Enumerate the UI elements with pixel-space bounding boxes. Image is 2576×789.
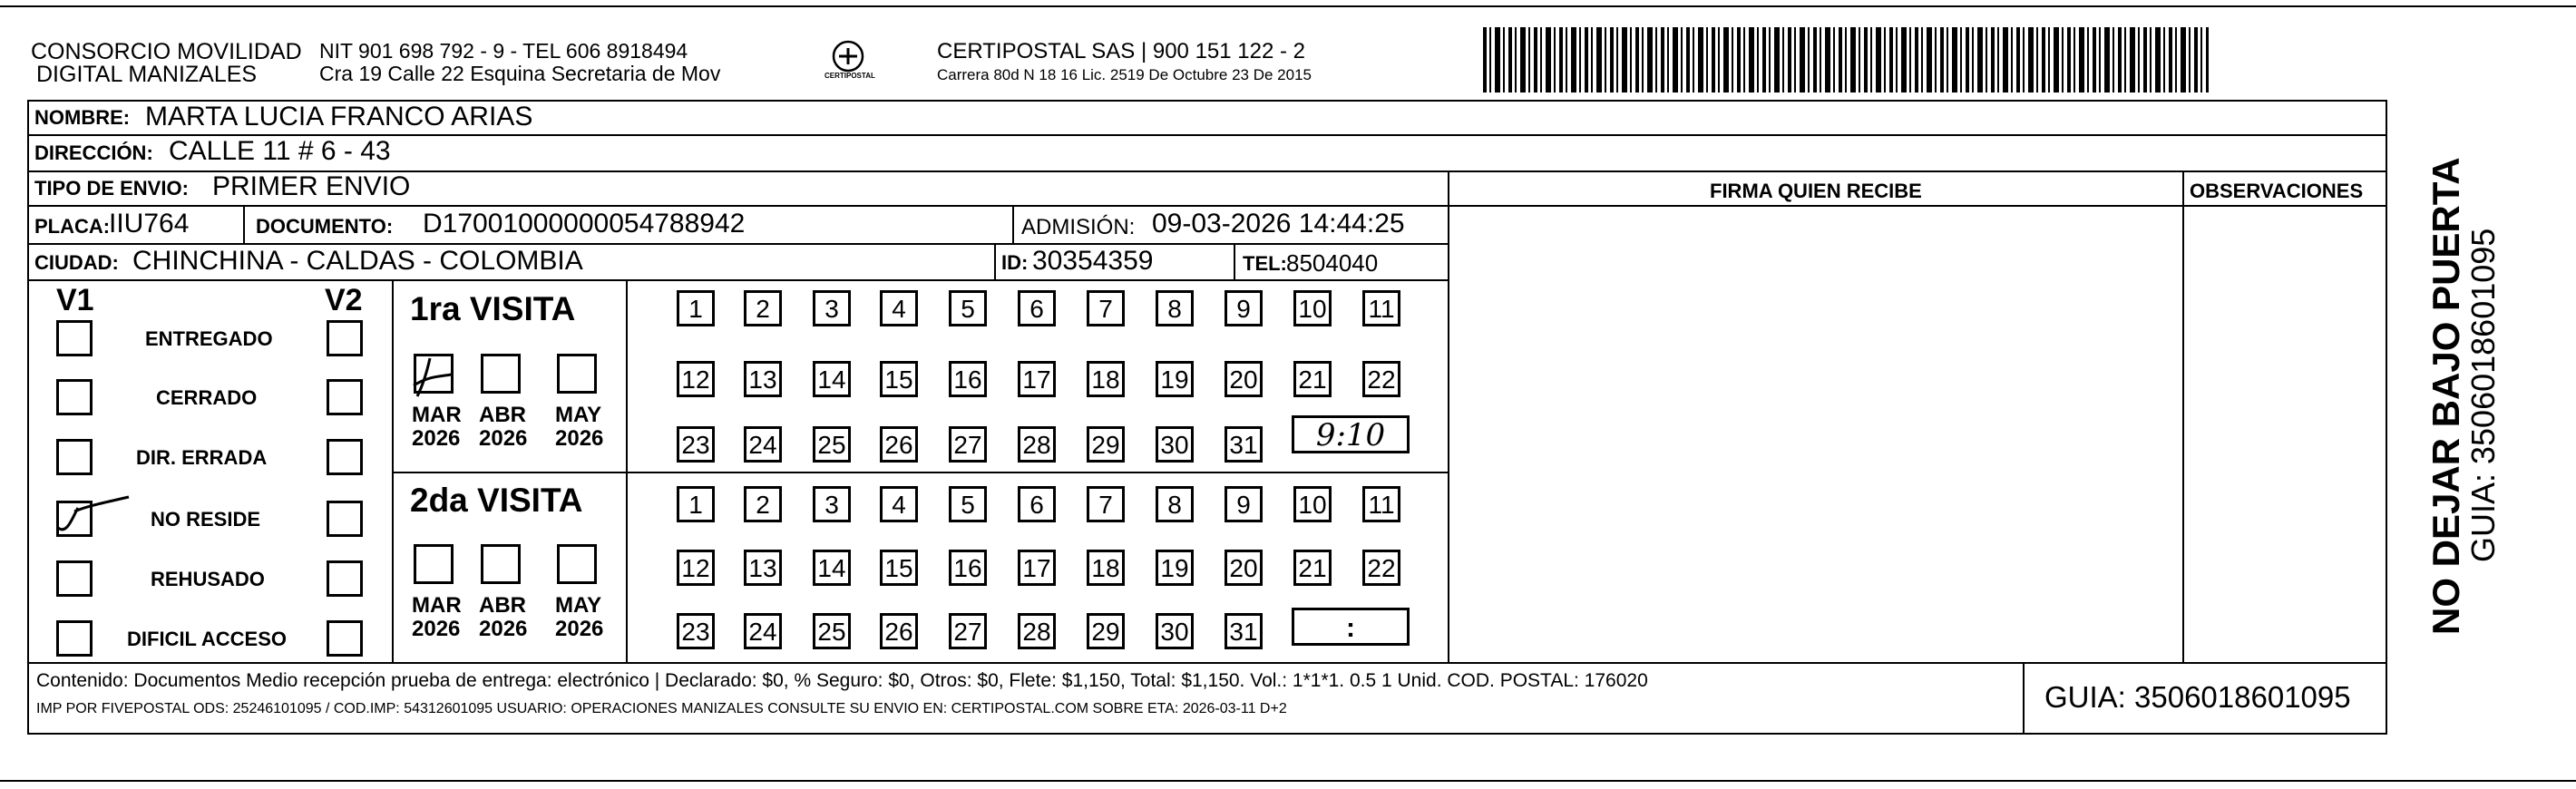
- signature-left-border: [1448, 170, 1449, 662]
- firma-header: FIRMA QUIEN RECIBE: [1710, 180, 1922, 202]
- direccion-label: DIRECCIÓN:: [34, 141, 153, 164]
- no-dejar-bajo-puerta: NO DEJAR BAJO PUERTA: [2425, 157, 2467, 635]
- second-visit-day-6[interactable]: 6: [1018, 486, 1056, 522]
- documento-label: DOCUMENTO:: [256, 215, 394, 238]
- admision-label: ADMISIÓN:: [1021, 215, 1136, 239]
- company-name-line2: DIGITAL MANIZALES: [36, 62, 258, 87]
- second-visit-day-22[interactable]: 22: [1362, 550, 1400, 586]
- second-visit-month-checkbox-mar[interactable]: [414, 544, 454, 584]
- footer-print-info-line: IMP POR FIVEPOSTAL ODS: 25246101095 / COD.IMP: 54312601095 USUARIO: OPERACIONES MANIZALES CONSULTE SU ENVIO EN: CERTIPOSTAL.COM SOBRE ETA: 2026-03-11 D+2: [36, 701, 1287, 716]
- no-reside-checkmark: [51, 490, 132, 544]
- observaciones-header: OBSERVACIONES: [2190, 180, 2364, 202]
- observaciones-left-border: [2182, 170, 2184, 662]
- nombre-value: MARTA LUCIA FRANCO ARIAS: [145, 102, 533, 132]
- first-visit-month-label-abr: ABR: [479, 403, 526, 427]
- first-visit-day-15[interactable]: 15: [880, 361, 918, 397]
- v1-checkbox-entregado[interactable]: [56, 320, 93, 356]
- first-visit-day-3[interactable]: 3: [813, 290, 851, 326]
- footer-content-line: Contenido: Documentos Medio recepción prueba de entrega: electrónico | Declarado: $0, % Seguro: $0, Otros: $0, Flete: $1,150, Total: $1,150. Vol.: 1*1*1. 0.5 1 Unid. COD. POSTAL: 176020: [36, 670, 1648, 691]
- first-visit-day-18[interactable]: 18: [1087, 361, 1125, 397]
- cell-divider-tel: [1234, 243, 1235, 279]
- bottom-edge-line: [0, 780, 2576, 782]
- cell-divider-id: [994, 243, 996, 279]
- certipostal-logo: [821, 38, 875, 89]
- first-visit-month-checkbox-may[interactable]: [557, 354, 597, 394]
- cell-divider-placa: [243, 205, 245, 243]
- second-visit-day-9[interactable]: 9: [1225, 486, 1263, 522]
- second-visit-year-label: 2026: [412, 617, 461, 641]
- second-visit-day-7[interactable]: 7: [1087, 486, 1125, 522]
- first-visit-month-label-mar: MAR: [412, 403, 462, 427]
- second-visit-month-label-abr: ABR: [479, 593, 526, 618]
- nit-line: NIT 901 698 792 - 9 - TEL 606 8918494: [319, 39, 688, 63]
- second-visit-time-box[interactable]: [1292, 608, 1410, 646]
- first-visit-day-16[interactable]: 16: [949, 361, 987, 397]
- second-visit-day-15[interactable]: 15: [880, 550, 918, 586]
- second-visit-time: :: [1346, 613, 1355, 643]
- first-visit-day-29[interactable]: 29: [1087, 426, 1125, 463]
- v2-checkbox-cerrado[interactable]: [327, 379, 363, 415]
- second-visit-day-24[interactable]: 24: [744, 613, 782, 649]
- top-edge-line: [0, 5, 2576, 7]
- tel-label: TEL:: [1243, 252, 1287, 275]
- carrier-line1: CERTIPOSTAL SAS | 900 151 122 - 2: [937, 39, 1305, 63]
- second-visit-day-4[interactable]: 4: [880, 486, 918, 522]
- second-visit-day-13[interactable]: 13: [744, 550, 782, 586]
- v1-checkbox-dir-errada[interactable]: [56, 439, 93, 475]
- v1-checkbox-rehusado[interactable]: [56, 560, 93, 597]
- second-visit-title: 2da VISITA: [410, 482, 583, 519]
- v2-checkbox-no-reside[interactable]: [327, 501, 363, 537]
- first-visit-month-checkbox-abr[interactable]: [481, 354, 521, 394]
- company-name-line1: CONSORCIO MOVILIDAD: [31, 39, 302, 64]
- v2-label: V2: [325, 283, 363, 317]
- first-visit-day-23[interactable]: 23: [677, 426, 715, 463]
- status-label-rehusado: REHUSADO: [151, 568, 265, 590]
- second-visit-day-21[interactable]: 21: [1293, 550, 1332, 586]
- v2-checkbox-entregado[interactable]: [327, 320, 363, 356]
- second-visit-day-23[interactable]: 23: [677, 613, 715, 649]
- v1-label: V1: [56, 283, 94, 317]
- second-visit-day-19[interactable]: 19: [1156, 550, 1194, 586]
- first-visit-day-11[interactable]: 11: [1362, 290, 1400, 326]
- first-visit-day-9[interactable]: 9: [1225, 290, 1263, 326]
- status-label-entregado: ENTREGADO: [145, 327, 273, 350]
- second-visit-day-26[interactable]: 26: [880, 613, 918, 649]
- first-visit-day-30[interactable]: 30: [1156, 426, 1194, 463]
- first-visit-title: 1ra VISITA: [410, 290, 576, 327]
- visit-title-right-border: [626, 279, 628, 662]
- tel-value: 8504040: [1286, 249, 1379, 277]
- first-visit-time: 9:10: [1315, 417, 1386, 453]
- cell-divider-admision: [1012, 205, 1014, 243]
- second-visit-month-label-may: MAY: [555, 593, 602, 618]
- logo-text: CERTIPOSTAL: [825, 72, 875, 80]
- first-visit-day-1[interactable]: 1: [677, 290, 715, 326]
- id-value: 30354359: [1032, 246, 1154, 276]
- nombre-label: NOMBRE:: [34, 106, 131, 129]
- status-label-cerrado: CERRADO: [156, 386, 258, 409]
- mar-checkmark: [408, 349, 463, 404]
- second-visit-month-checkbox-abr[interactable]: [481, 544, 521, 584]
- second-visit-day-31[interactable]: 31: [1225, 613, 1263, 649]
- first-visit-year-label: 2026: [412, 426, 461, 451]
- first-visit-day-31[interactable]: 31: [1225, 426, 1263, 463]
- tipo-envio-value: PRIMER ENVIO: [212, 171, 411, 201]
- first-visit-day-19[interactable]: 19: [1156, 361, 1194, 397]
- first-visit-day-26[interactable]: 26: [880, 426, 918, 463]
- second-visit-day-25[interactable]: 25: [813, 613, 851, 649]
- footer-guia-number: GUIA: 3506018601095: [2044, 680, 2351, 714]
- second-visit-day-11[interactable]: 11: [1362, 486, 1400, 522]
- tipo-envio-label: TIPO DE ENVIO:: [34, 177, 189, 200]
- company-address: Cra 19 Calle 22 Esquina Secretaria de Mov: [319, 62, 721, 85]
- second-visit-day-10[interactable]: 10: [1293, 486, 1332, 522]
- admision-value: 09-03-2026 14:44:25: [1152, 209, 1405, 239]
- direccion-value: CALLE 11 # 6 - 43: [169, 136, 391, 166]
- second-visit-day-8[interactable]: 8: [1156, 486, 1194, 522]
- first-visit-day-4[interactable]: 4: [880, 290, 918, 326]
- first-visit-month-label-may: MAY: [555, 403, 602, 427]
- first-visit-day-21[interactable]: 21: [1293, 361, 1332, 397]
- carrier-line2: Carrera 80d N 18 16 Lic. 2519 De Octubre 23 De 2015: [937, 66, 1312, 83]
- first-visit-day-8[interactable]: 8: [1156, 290, 1194, 326]
- second-visit-day-30[interactable]: 30: [1156, 613, 1194, 649]
- first-visit-day-20[interactable]: 20: [1225, 361, 1263, 397]
- first-visit-day-17[interactable]: 17: [1018, 361, 1056, 397]
- second-visit-day-5[interactable]: 5: [949, 486, 987, 522]
- first-visit-year-label: 2026: [479, 426, 528, 451]
- second-visit-day-20[interactable]: 20: [1225, 550, 1263, 586]
- ciudad-value: CHINCHINA - CALDAS - COLOMBIA: [132, 246, 583, 276]
- v1-checkbox-cerrado[interactable]: [56, 379, 93, 415]
- v2-checkbox-rehusado[interactable]: [327, 560, 363, 597]
- second-visit-day-14[interactable]: 14: [813, 550, 851, 586]
- first-visit-day-27[interactable]: 27: [949, 426, 987, 463]
- status-right-border: [392, 279, 394, 662]
- first-visit-day-13[interactable]: 13: [744, 361, 782, 397]
- first-visit-day-12[interactable]: 12: [677, 361, 715, 397]
- row-divider-3: [27, 205, 2387, 207]
- v1-checkbox-dificil-acceso[interactable]: [56, 620, 93, 657]
- second-visit-day-28[interactable]: 28: [1018, 613, 1056, 649]
- first-visit-day-25[interactable]: 25: [813, 426, 851, 463]
- status-label-no-reside: NO RESIDE: [151, 508, 261, 531]
- second-visit-year-label: 2026: [555, 617, 604, 641]
- status-label-dificil-acceso: DIFICIL ACCESO: [127, 628, 288, 650]
- first-visit-day-22[interactable]: 22: [1362, 361, 1400, 397]
- placa-label: PLACA:: [34, 215, 111, 238]
- barcode: [1483, 27, 2209, 93]
- first-visit-day-24[interactable]: 24: [744, 426, 782, 463]
- second-visit-day-17[interactable]: 17: [1018, 550, 1056, 586]
- footer-guia-divider: [2023, 662, 2025, 735]
- first-visit-day-7[interactable]: 7: [1087, 290, 1125, 326]
- side-guia-number: GUIA: 3506018601095: [2464, 228, 2502, 562]
- second-visit-day-1[interactable]: 1: [677, 486, 715, 522]
- ciudad-label: CIUDAD:: [34, 251, 119, 274]
- second-visit-day-2[interactable]: 2: [744, 486, 782, 522]
- id-label: ID:: [1001, 251, 1029, 274]
- second-visit-day-27[interactable]: 27: [949, 613, 987, 649]
- second-visit-day-16[interactable]: 16: [949, 550, 987, 586]
- second-visit-month-label-mar: MAR: [412, 593, 462, 618]
- footer-divider: [27, 662, 2387, 664]
- first-visit-year-label: 2026: [555, 426, 604, 451]
- v2-checkbox-dir-errada[interactable]: [327, 439, 363, 475]
- row-divider-5: [27, 279, 1448, 281]
- documento-value: D17001000000054788942: [423, 209, 746, 239]
- second-visit-year-label: 2026: [479, 617, 528, 641]
- first-visit-time-box[interactable]: [1292, 415, 1410, 453]
- second-visit-month-checkbox-may[interactable]: [557, 544, 597, 584]
- first-visit-day-14[interactable]: 14: [813, 361, 851, 397]
- second-visit-day-3[interactable]: 3: [813, 486, 851, 522]
- first-visit-day-28[interactable]: 28: [1018, 426, 1056, 463]
- first-visit-day-10[interactable]: 10: [1293, 290, 1332, 326]
- first-visit-day-5[interactable]: 5: [949, 290, 987, 326]
- second-visit-day-18[interactable]: 18: [1087, 550, 1125, 586]
- first-visit-day-6[interactable]: 6: [1018, 290, 1056, 326]
- second-visit-day-29[interactable]: 29: [1087, 613, 1125, 649]
- first-visit-day-2[interactable]: 2: [744, 290, 782, 326]
- visit-divider: [392, 472, 1448, 473]
- placa-value: IIU764: [109, 209, 190, 239]
- status-label-dir-errada: DIR. ERRADA: [136, 446, 268, 469]
- second-visit-day-12[interactable]: 12: [677, 550, 715, 586]
- v2-checkbox-dificil-acceso[interactable]: [327, 620, 363, 657]
